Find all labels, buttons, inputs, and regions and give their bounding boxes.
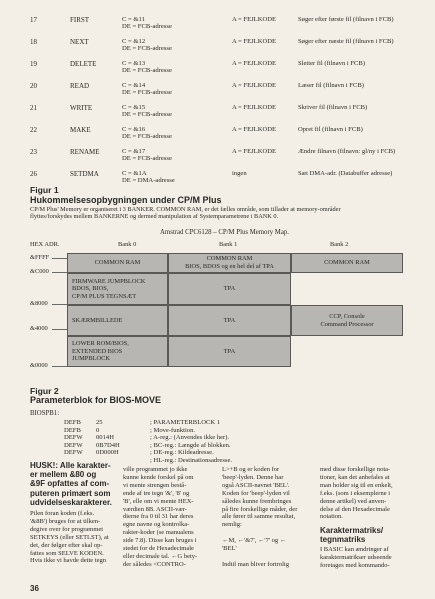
function-description: Læser fil (filnavn i FCB) [298, 82, 364, 89]
common-ram-bank0: COMMON RAM [67, 253, 168, 273]
firmware-jumpblock: FIRMWARE JUMPBLOCK BDOS, BIOS, CP/M PLUS TEGNSÆT [67, 273, 168, 305]
figure2-label: Figur 2 [30, 386, 59, 396]
function-description: Skriver fil (filnavn i FCB) [298, 104, 368, 111]
addr-label: &4000 [30, 325, 48, 332]
asm-directive: DEFW [64, 441, 83, 449]
function-output: A = FEJLKODE [232, 16, 277, 23]
function-name: MAKE [70, 126, 91, 134]
function-description: Opret fil (filnavn i FCB) [298, 126, 363, 133]
bdos-row [0, 170, 435, 192]
bdos-row [0, 16, 435, 38]
function-number: 26 [30, 170, 37, 178]
guide-line [52, 258, 67, 259]
asm-operand: 25 [96, 419, 103, 426]
function-name: DELETE [70, 60, 97, 68]
guide-line [52, 329, 67, 330]
figure1-text: flyttes/forskydes mellem BANKERNE og dermed manipulation af Systemparametrene i BANK 0. [30, 213, 279, 220]
function-number: 21 [30, 104, 37, 112]
addr-label: &C000 [30, 268, 49, 275]
figure1-text: CP/M Plus' Memory er organiseret i 3 BANKER. COMMON RAM, er det fælles område, som tillader at memory-områder [30, 206, 341, 213]
figure1-label: Figur 1 [30, 185, 59, 195]
ccp-block: CCP, Console Command Processor [291, 305, 403, 336]
function-input: C = &1A DE = DMA-adresse [122, 170, 175, 184]
tpa-block: TPA [168, 305, 291, 336]
function-number: 20 [30, 82, 37, 90]
function-input: C = &12 DE = FCB-adresse [122, 38, 172, 52]
tpa-block: TPA [168, 273, 291, 305]
function-input: C = &16 DE = FCB-adresse [122, 126, 172, 140]
asm-comment: ; HL-reg.: Destinationsadresse. [150, 457, 233, 464]
function-name: RENAME [70, 148, 100, 156]
function-name: READ [70, 82, 90, 90]
asm-comment: ; Move-funktion. [150, 426, 196, 434]
figure2-title: Parameterblok for BIOS-MOVE [30, 395, 162, 405]
function-number: 18 [30, 38, 37, 46]
addr-label: &0000 [30, 362, 48, 369]
figure1-title: Hukommelsesopbygningen under CP/M Plus [30, 195, 222, 205]
function-name: WRITE [70, 104, 93, 112]
asm-comment: ; PARAMETERBLOCK 1 [150, 419, 221, 426]
bdos-row [0, 126, 435, 148]
function-number: 19 [30, 60, 37, 68]
tpa-block: TPA [168, 336, 291, 367]
asm-comment: ; DE-reg.: Kildeadresse. [150, 449, 214, 457]
bdos-row [0, 38, 435, 60]
function-name: SETDMA [70, 170, 99, 178]
parameter-block-label: BIOSPB1: [30, 410, 60, 417]
function-description: Søger efter første fil (filnavn i FCB) [298, 16, 394, 23]
body-column-2: ville programmet jo ikke kunne kende forskel på om vi mente strengen bestå- ende af tre tegn '&', '8' og 'B', elle om vi mente HEX- værdien 8B. ASCII-vær- dierne fra 0 til 31 har deres egne navne og kontrolka- rakter-koder (se manualens side 7.8). Disse kan bruges i stedet for de Hexadecimale eller decimale tal. ←G bety- der således <CONTRO- [123, 466, 198, 568]
asm-operand: 0 [96, 426, 100, 434]
bank0-header: Bank 0 [118, 241, 137, 248]
asm-operand: 0014H [96, 434, 114, 442]
function-name: NEXT [70, 38, 89, 46]
function-number: 22 [30, 126, 37, 134]
bdos-row [0, 148, 435, 170]
function-input: C = &17 DE = FCB-adresse [122, 148, 172, 162]
asm-operand: 0D000H [96, 449, 119, 457]
function-output: A = FEJLKODE [232, 82, 277, 89]
common-ram-bank2: COMMON RAM [291, 253, 403, 273]
body-column-4-cont: I BASIC kan ændringer af karaktermatrikser udseende foretages med kommando- [320, 546, 392, 569]
function-input: C = &13 DE = FCB-adresse [122, 60, 172, 74]
body-column-3: L>+B og er koden for 'beep'-lyden. Denne har også ASCII-navnet 'BEL'. Koden for 'beep'-lyden vil således kunne frembringes på fire forskellige måder, der alle fører til samme resultat, nemlig: ←M, ←'&7', ←'7' og ← 'BEL' Indtil man bliver fortrolig [222, 466, 298, 568]
section-heading: Karaktermatriks/ tegnmatriks [320, 526, 384, 545]
function-output: A = FEJLKODE [232, 104, 277, 111]
function-description: Søger efter næste fil (filnavn i FCB) [298, 38, 394, 45]
function-input: C = &11 DE = FCB-adresse [122, 16, 172, 30]
body-column-4: med disse forskellige nota- tioner, kan det anbefales at man holder sig til en enkelt, f.eks. (som i eksemplerne i denne artikel) ved anven- delse af den Hexadecimale notation. [320, 466, 393, 521]
bdos-row [0, 60, 435, 82]
function-output: A = FEJLKODE [232, 60, 277, 67]
addr-label: &8000 [30, 300, 48, 307]
lower-rom-bios: LOWER ROM/BIOS, EXTENDED BIOS JUMPBLOCK [67, 336, 168, 367]
function-number: 23 [30, 148, 37, 156]
function-description: Ændre filnavn (filnavn: gl/ny i FCB) [298, 148, 396, 155]
asm-operand: 0B7D4H [96, 441, 120, 449]
screen-memory: SKÆRMBILLEDE [67, 305, 168, 336]
function-output: A = FEJLKODE [232, 38, 277, 45]
body-column-1: Pilen foran koden (f.eks. '&8B') bruges for at tilken- degive over for programmet SETKEYS (eller SETLST), at det, der følger efter skal op- fattes som SELVE KODEN. Hvis ikke vi havde dette tegn [30, 510, 109, 565]
function-name: FIRST [70, 16, 90, 24]
asm-directive: DEFB [64, 419, 81, 426]
guide-line [52, 272, 67, 273]
asm-comment: ; A-reg.: (Anvendes ikke her). [150, 434, 230, 442]
function-output: A = FEJLKODE [232, 126, 277, 133]
asm-directive: DEFW [64, 449, 83, 457]
function-output: ingen [232, 170, 247, 177]
bank2-header: Bank 2 [330, 241, 349, 248]
page-number: 36 [30, 584, 39, 593]
asm-directive: DEFB [64, 426, 81, 434]
bdos-row [0, 82, 435, 104]
asm-comment: ; BC-reg.: Længde af blokken. [150, 441, 231, 449]
function-input: C = &15 DE = FCB-adresse [122, 104, 172, 118]
guide-line [52, 304, 67, 305]
memory-map-title: Amstrad CPC6128 – CP/M Plus Memory Map. [160, 229, 289, 236]
common-ram-bank1: COMMON RAM BIOS, BDOS og en hel del af TPA [168, 253, 291, 273]
function-description: Sæt DMA-adr. (Databuffer adresse) [298, 170, 393, 177]
asm-directive: DEFW [64, 434, 83, 442]
bdos-row [0, 104, 435, 126]
husk-note-heading: HUSK!: Alle karakter- er mellem &80 og &9F opfattes af com- puteren primært som udvidelseskarakterer. [30, 461, 112, 507]
function-output: A = FEJLKODE [232, 148, 277, 155]
function-input: C = &14 DE = FCB-adresse [122, 82, 172, 96]
function-description: Sletter fil (filnavn i FCB) [298, 60, 366, 67]
guide-line [52, 366, 67, 367]
hex-addr-header: HEX ADR. [30, 241, 60, 248]
function-number: 17 [30, 16, 37, 24]
bank1-header: Bank 1 [219, 241, 238, 248]
addr-label: &FFFF [30, 254, 50, 261]
